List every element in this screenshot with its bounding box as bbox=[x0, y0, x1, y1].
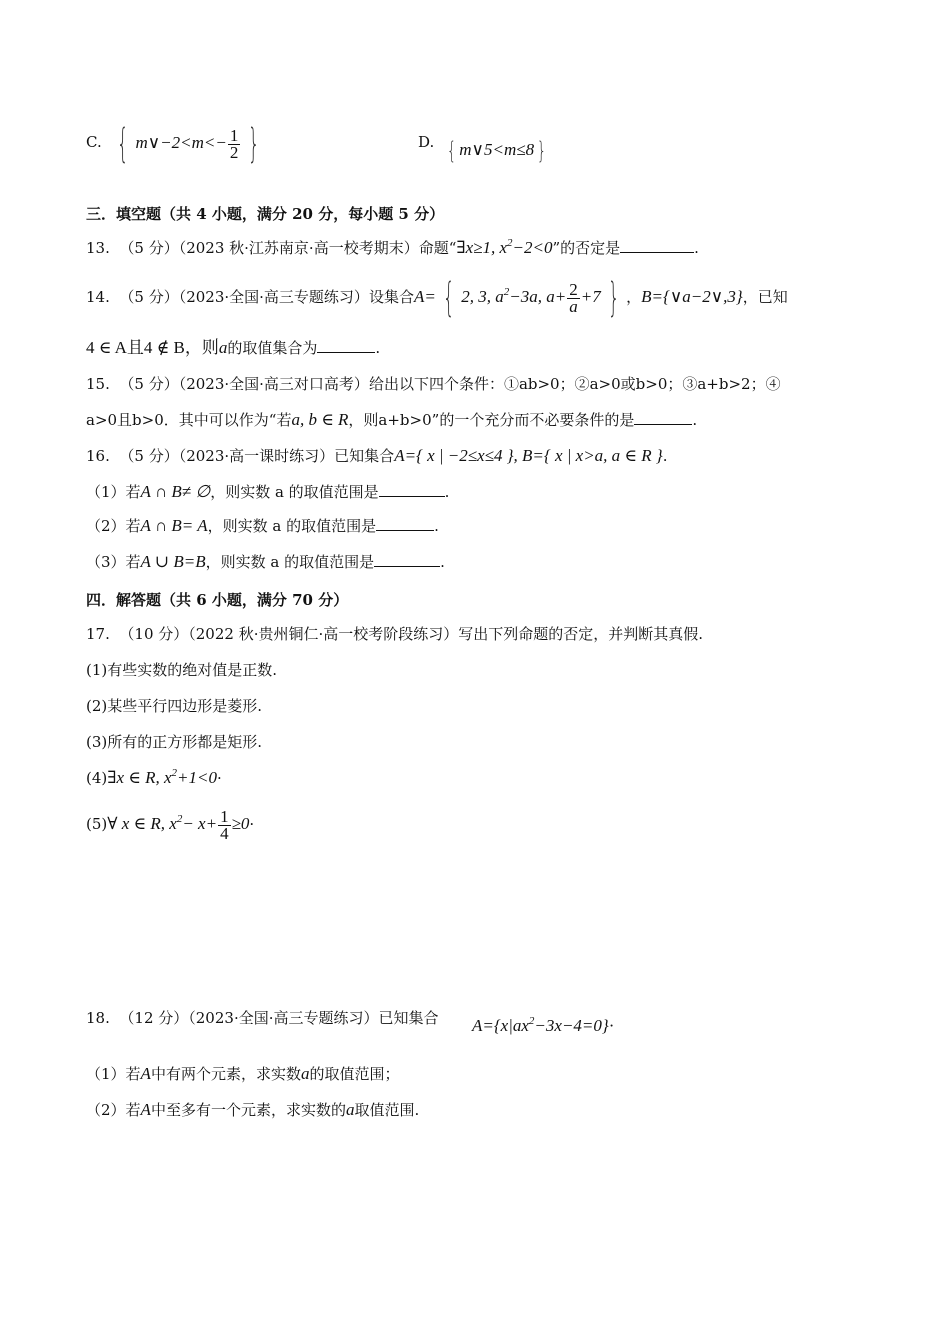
q12-option-c-set: { m∨−2<m<− $\frac{1}{2}$ } bbox=[116, 121, 260, 167]
question-17: 17. （10 分）（2022 秋·贵州铜仁·高一校考阶段练习）写出下列命题的否定，并判断其真假. bbox=[86, 625, 704, 643]
left-brace: { bbox=[447, 137, 457, 165]
option-c-label: C. bbox=[86, 133, 102, 151]
q17-item-2: (2)某些平行四边形是菱形. bbox=[86, 697, 263, 715]
right-brace: } bbox=[248, 121, 260, 167]
q12-option-d-set: { m∨5<m≤8 } bbox=[447, 137, 547, 165]
set-a-formula: A= { 2, 3, $a^2-3a$, a+ $\frac{2}{a}$ +7 } bbox=[413, 275, 620, 322]
question-18: 18. （12 分）（2023·全国·高三专题练习）已知集合 bbox=[86, 1009, 439, 1027]
question-14-line2: 4 ∈ A且4 ∉ B，则a的取值集合为 . bbox=[86, 338, 381, 357]
answer-blank[interactable] bbox=[317, 338, 375, 353]
q13-formula: ∃x≥1, $x^2-2<0$ bbox=[456, 237, 553, 257]
q12-option-d: D. bbox=[418, 133, 435, 151]
q17-item-1: (1)有些实数的绝对值是正数. bbox=[86, 661, 278, 679]
question-15-line2: a>0且b>0．其中可以作为“若a, b ∈ R，则a+b>0”的一个充分而不必要条件的是 . bbox=[86, 410, 698, 429]
answer-blank[interactable] bbox=[634, 410, 692, 425]
answer-blank[interactable] bbox=[620, 238, 694, 253]
question-15: 15. （5 分）（2023·全国·高三对口高考）给出以下四个条件：①ab>0；②a>0或b>0；③a+b>2；④ bbox=[86, 375, 781, 393]
question-16-sub3: （3）若A ∪ B=B，则实数 a 的取值范围是 . bbox=[86, 552, 445, 571]
q17-item-5: (5)∀ x ∈ R, $x^2- x+$ $\frac{1}{4}$ ≥0· bbox=[86, 806, 255, 843]
set-b-formula: B={∨a−2∨,3} bbox=[641, 287, 743, 306]
question-16-sub1: （1）若A ∩ B≠ ∅，则实数 a 的取值范围是 . bbox=[86, 482, 450, 501]
question-14: 14. （5 分）（2023·全国·高三专题练习）设集合A= { 2, 3, $a^2-3a$, a+ $\frac{2}{a}$ +7 } ，B={∨a−2∨,3}，已知 bbox=[86, 275, 788, 322]
q17-item-3: (3)所有的正方形都是矩形. bbox=[86, 733, 263, 751]
question-16: 16. （5 分）（2023·高一课时练习）已知集合A={ x | −2≤x≤4 }, B={ x | x>a, a ∈ R }. bbox=[86, 446, 668, 465]
question-16-sub2: （2）若A ∩ B= A，则实数 a 的取值范围是 . bbox=[86, 516, 439, 535]
q12-option-c bbox=[86, 132, 102, 152]
q16-sets: A={ x | −2≤x≤4 }, B={ x | x>a, a ∈ R } bbox=[394, 446, 663, 465]
answer-blank[interactable] bbox=[374, 552, 440, 567]
question-18-sub1: （1）若A中有两个元素，求实数a的取值范围； bbox=[86, 1064, 400, 1083]
question-13: 13. （5 分）（2023 秋·江苏南京·高一校考期末）命题“∃x≥1, $x^2-2<0$”的否定是 . bbox=[86, 237, 699, 257]
left-brace: { bbox=[116, 121, 129, 167]
section-3-title: 三．填空题（共 4 小题，满分 20 分，每小题 5 分） bbox=[86, 205, 445, 223]
q18-set-formula: $A=\{x|ax^2-3x-4=0\}\cdot$ bbox=[472, 1015, 615, 1035]
right-brace: } bbox=[537, 137, 547, 165]
answer-blank[interactable] bbox=[379, 482, 445, 497]
section-4-title: 四．解答题（共 6 小题，满分 70 分） bbox=[86, 591, 349, 609]
answer-blank[interactable] bbox=[376, 516, 434, 531]
fraction: $\frac{1}{2}$ bbox=[229, 125, 239, 162]
q17-item-4: (4)∃x ∈ R, $x^2+1<0\cdot$ bbox=[86, 767, 222, 787]
question-18-sub2: （2）若A中至多有一个元素，求实数的a取值范围. bbox=[86, 1100, 420, 1119]
